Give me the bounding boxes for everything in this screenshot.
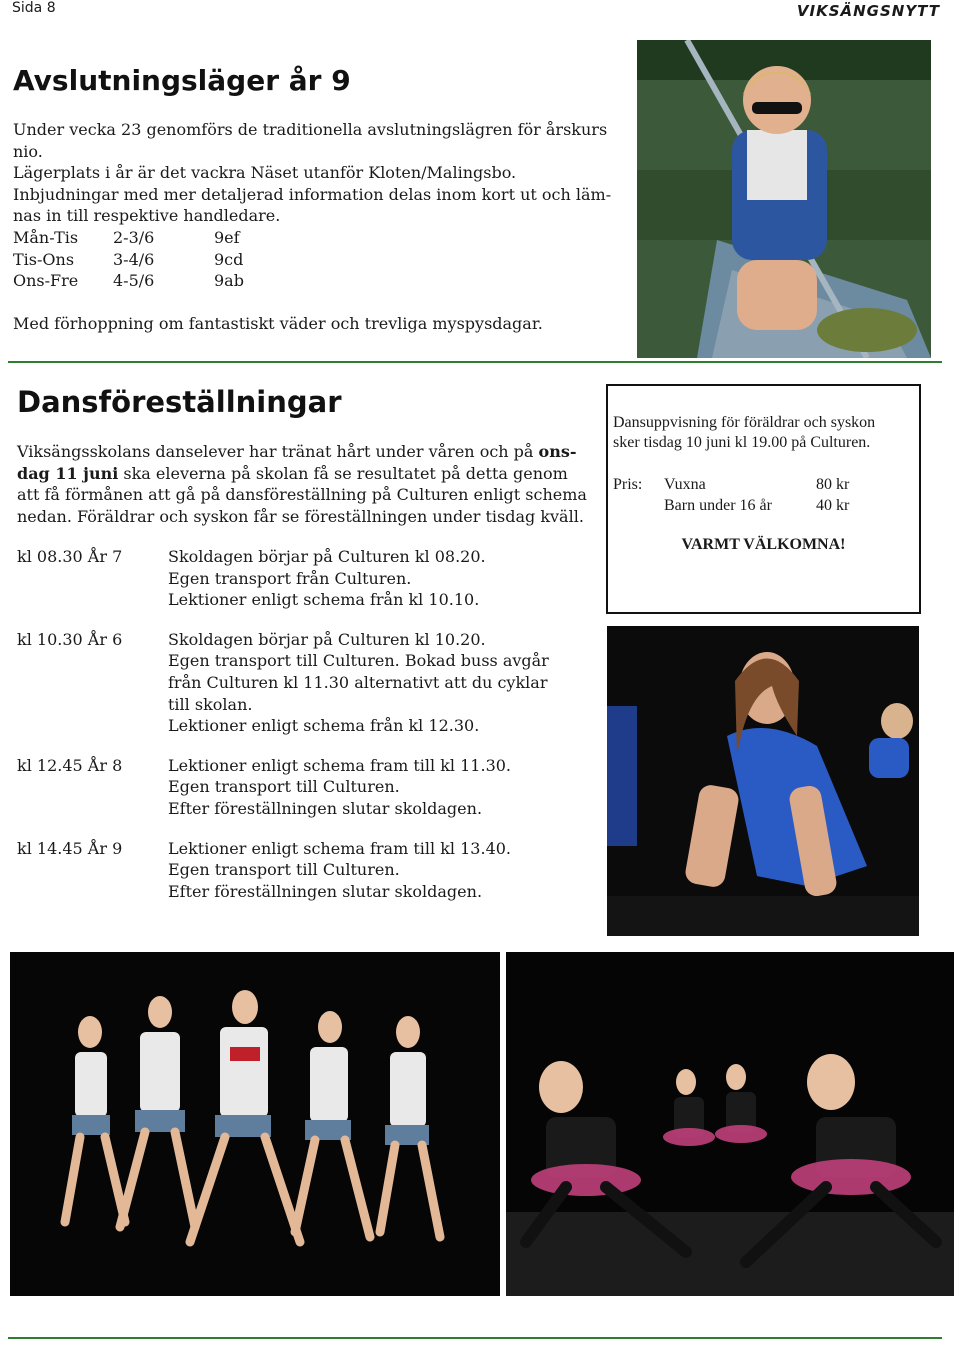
intro-line: Viksängsskolans danselever har tränat hårt under våren och på ons-: [17, 442, 577, 461]
price-table: [613, 474, 913, 516]
section-divider: [8, 361, 942, 363]
price-who: Vuxna: [664, 476, 706, 493]
price-value: 40 kr: [816, 497, 850, 514]
price-label: Pris:: [613, 476, 643, 493]
camp-schedule-row: Tis-Ons 3-4/6 9cd: [13, 249, 244, 269]
camp-text: [13, 119, 623, 334]
dance-schedule: [17, 546, 597, 902]
welcome-text: VARMT VÄLKOMNA!: [681, 536, 846, 553]
camp-schedule-row: Mån-Tis 2-3/6 9ef: [13, 227, 240, 247]
group-dance-photo: [10, 952, 500, 1296]
dance-intro: [17, 441, 603, 527]
dance-title: Dansföreställningar: [17, 385, 342, 419]
dance-schedule-entry: kl 12.45 År 8 Lektioner enligt schema fram till kl 11.30. Egen transport till Culturen. Efter föreställningen slutar skoldagen.: [17, 755, 512, 818]
camp-line: Inbjudningar med mer detaljerad information delas inom kort ut och läm-: [13, 184, 612, 204]
dance-schedule-entry: kl 14.45 År 9 Lektioner enligt schema fram till kl 13.40. Egen transport till Culturen. Efter föreställningen slutar skoldagen.: [17, 838, 512, 901]
dancer-photo: [607, 626, 919, 936]
dance-schedule-entry: kl 10.30 År 6 Skoldagen börjar på Culturen kl 10.20. Egen transport till Culturen. Bokad buss avgår från Culturen kl 11.30 alternativt att du cyklar till skolan. Lektioner enligt schema från kl 12.30.: [17, 629, 549, 736]
info-line: Dansuppvisning för föräldrar och syskon: [613, 414, 876, 431]
info-line: sker tisdag 10 juni kl 19.00 på Culturen.: [613, 434, 871, 451]
publication-name: VIKSÄNGSNYTT: [796, 2, 940, 20]
canoe-photo: [637, 40, 931, 358]
intro-line: nedan. Föräldrar och syskon får se föreställningen under tisdag kväll.: [17, 506, 584, 526]
camp-line: Lägerplats i år är det vackra Näset utanför Kloten/Malingsbo.: [13, 163, 517, 183]
camp-line: Under vecka 23 genomförs de traditionella avslutningslägren för årskurs: [13, 120, 608, 139]
camp-line: nio.: [13, 141, 43, 161]
info-box: [606, 384, 921, 614]
footer-divider: [8, 1337, 942, 1339]
page-number: Sida 8: [12, 0, 56, 16]
camp-closing: Med förhoppning om fantastiskt väder och trevliga myspysdagar.: [13, 313, 543, 333]
price-who: Barn under 16 år: [664, 497, 772, 514]
dance-schedule-entry: kl 08.30 År 7 Skoldagen börjar på Culturen kl 08.20. Egen transport från Culturen. Lektioner enligt schema från kl 10.10.: [17, 547, 486, 610]
intro-line: dag 11 juni ska eleverna på skolan få se resultatet på detta genom: [17, 463, 568, 483]
camp-title: Avslutningsläger år 9: [13, 64, 351, 97]
price-value: 80 kr: [816, 476, 850, 493]
camp-line: nas in till respektive handledare.: [13, 206, 281, 226]
camp-schedule-row: Ons-Fre 4-5/6 9ab: [13, 271, 244, 291]
pink-dance-photo: [506, 952, 954, 1296]
intro-line: att få förmånen att gå på dansföreställning på Culturen enligt schema: [17, 485, 587, 505]
